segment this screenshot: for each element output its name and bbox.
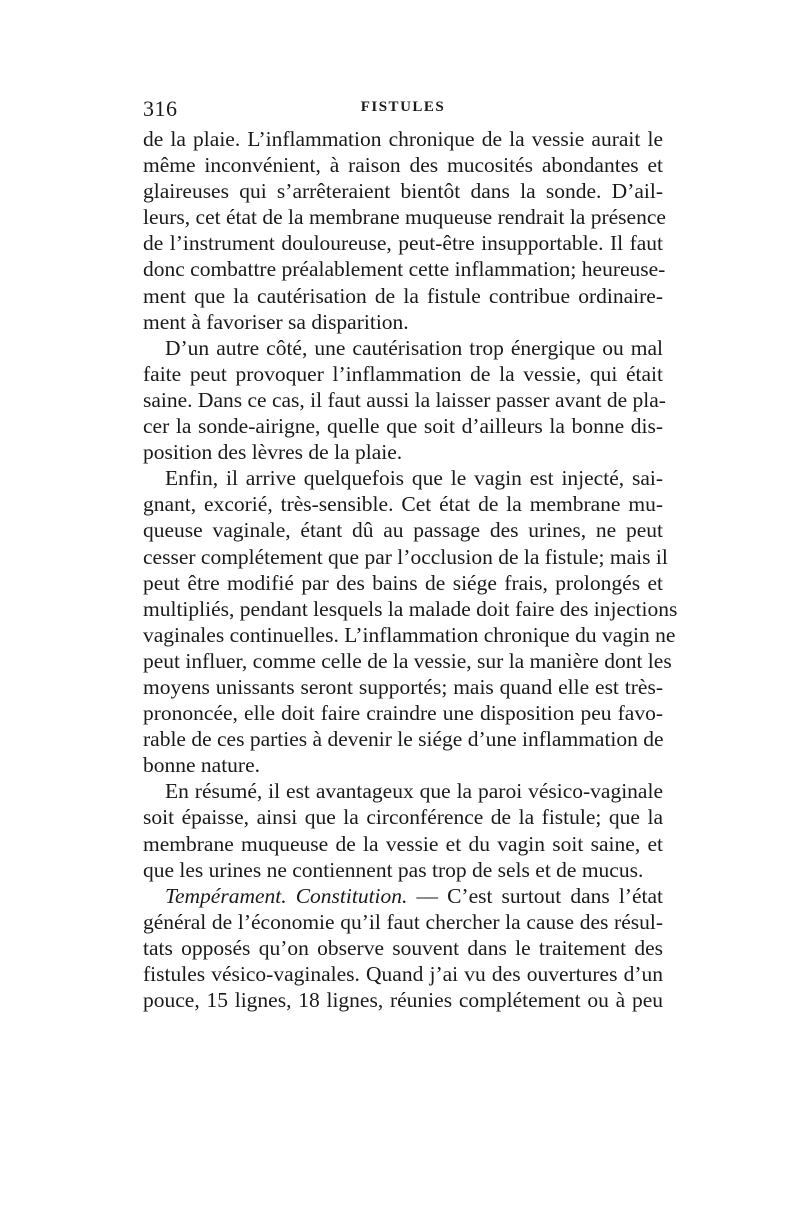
text-line <box>143 883 663 909</box>
text-line: de la plaie. L’inflammation chronique de la vessie aurait le <box>143 127 663 151</box>
text-line: fistules vésico-vaginales. Quand j’ai vu des ouvertures d’un <box>143 962 663 986</box>
text-line: tats opposés qu’on observe souvent dans le traitement des <box>143 935 663 960</box>
text-line: D’un autre côté, une cautérisation trop énergique ou mal <box>165 335 663 360</box>
text-line: peut influer, comme celle de la vessie, sur la manière dont les <box>143 648 672 673</box>
text-line: même inconvénient, à raison des mucosités abondantes et <box>143 153 663 178</box>
text-line: glaireuses qui s’arrêteraient bientôt dans la sonde. D’ail- <box>143 179 663 204</box>
paragraph-2 <box>143 335 666 465</box>
text-line: saine. Dans ce cas, il faut aussi la laisser passer avant de pla- <box>143 387 666 412</box>
text-line: prononcée, elle doit faire craindre une disposition peu favo- <box>143 701 663 726</box>
text-line: ment à favoriser sa disparition. <box>143 309 409 334</box>
paragraph-1 <box>143 126 666 335</box>
text-line: pouce, 15 lignes, 18 lignes, réunies complétement ou à peu <box>143 988 663 1013</box>
text-line: vaginales continuelles. L’inflammation chronique du vagin ne <box>143 622 676 647</box>
text-line: leurs, cet état de la membrane muqueuse rendrait la présence <box>143 205 666 230</box>
text-line: queuse vaginale, étant dû au passage des urines, ne peut <box>143 518 663 543</box>
page-number: 316 <box>143 96 178 121</box>
text-line: bonne nature. <box>143 753 261 778</box>
text-line: gnant, excorié, très-sensible. Cet état de la membrane mu- <box>143 492 663 517</box>
text-line: donc combattre préalablement cette inflammation; heureuse- <box>143 257 666 282</box>
text-line: cesser complétement que par l’occlusion de la fistule; mais il <box>143 544 668 569</box>
paragraph-5 <box>143 883 663 1013</box>
text-line: faite peut provoquer l’inflammation de la vessie, qui était <box>143 361 663 386</box>
text-line: de l’instrument douloureuse, peut-être insupportable. Il faut <box>143 231 663 256</box>
text-line: peut être modifié par des bains de siége frais, prolongés et <box>143 570 663 595</box>
body-text <box>143 126 678 1013</box>
text-line: ment que la cautérisation de la fistule contribue ordinaire- <box>143 283 663 308</box>
heading-continuation: — C’est surtout dans l’état <box>407 883 663 908</box>
text-line: soit épaisse, ainsi que la circonférence de la fistule; que la <box>143 805 663 830</box>
page-header <box>143 96 663 120</box>
text-line: moyens unissants seront supportés; mais quand elle est très- <box>143 674 663 699</box>
text-line: membrane muqueuse de la vessie et du vagin soit saine, et <box>143 831 663 856</box>
text-line: rable de ces parties à devenir le siége d’une inflammation de <box>143 727 664 752</box>
text-line: général de l’économie qu’il faut chercher la cause des résul- <box>143 909 663 934</box>
paragraph-4 <box>143 778 663 882</box>
running-title: FISTULES <box>360 99 446 115</box>
paragraph-3 <box>143 465 678 778</box>
text-line: que les urines ne contiennent pas trop de sels et de mucus. <box>143 857 644 882</box>
text-line: position des lèvres de la plaie. <box>143 440 403 465</box>
text-line: En résumé, il est avantageux que la paroi vésico-vaginale <box>165 779 663 804</box>
section-heading: Tempérament. Constitution. <box>165 883 408 908</box>
text-line: cer la sonde-airigne, quelle que soit d’ailleurs la bonne dis- <box>143 414 663 439</box>
text-line: Enfin, il arrive quelquefois que le vagin est injecté, sai- <box>165 466 663 491</box>
text-line: multipliés, pendant lesquels la malade doit faire des injections <box>143 596 678 621</box>
